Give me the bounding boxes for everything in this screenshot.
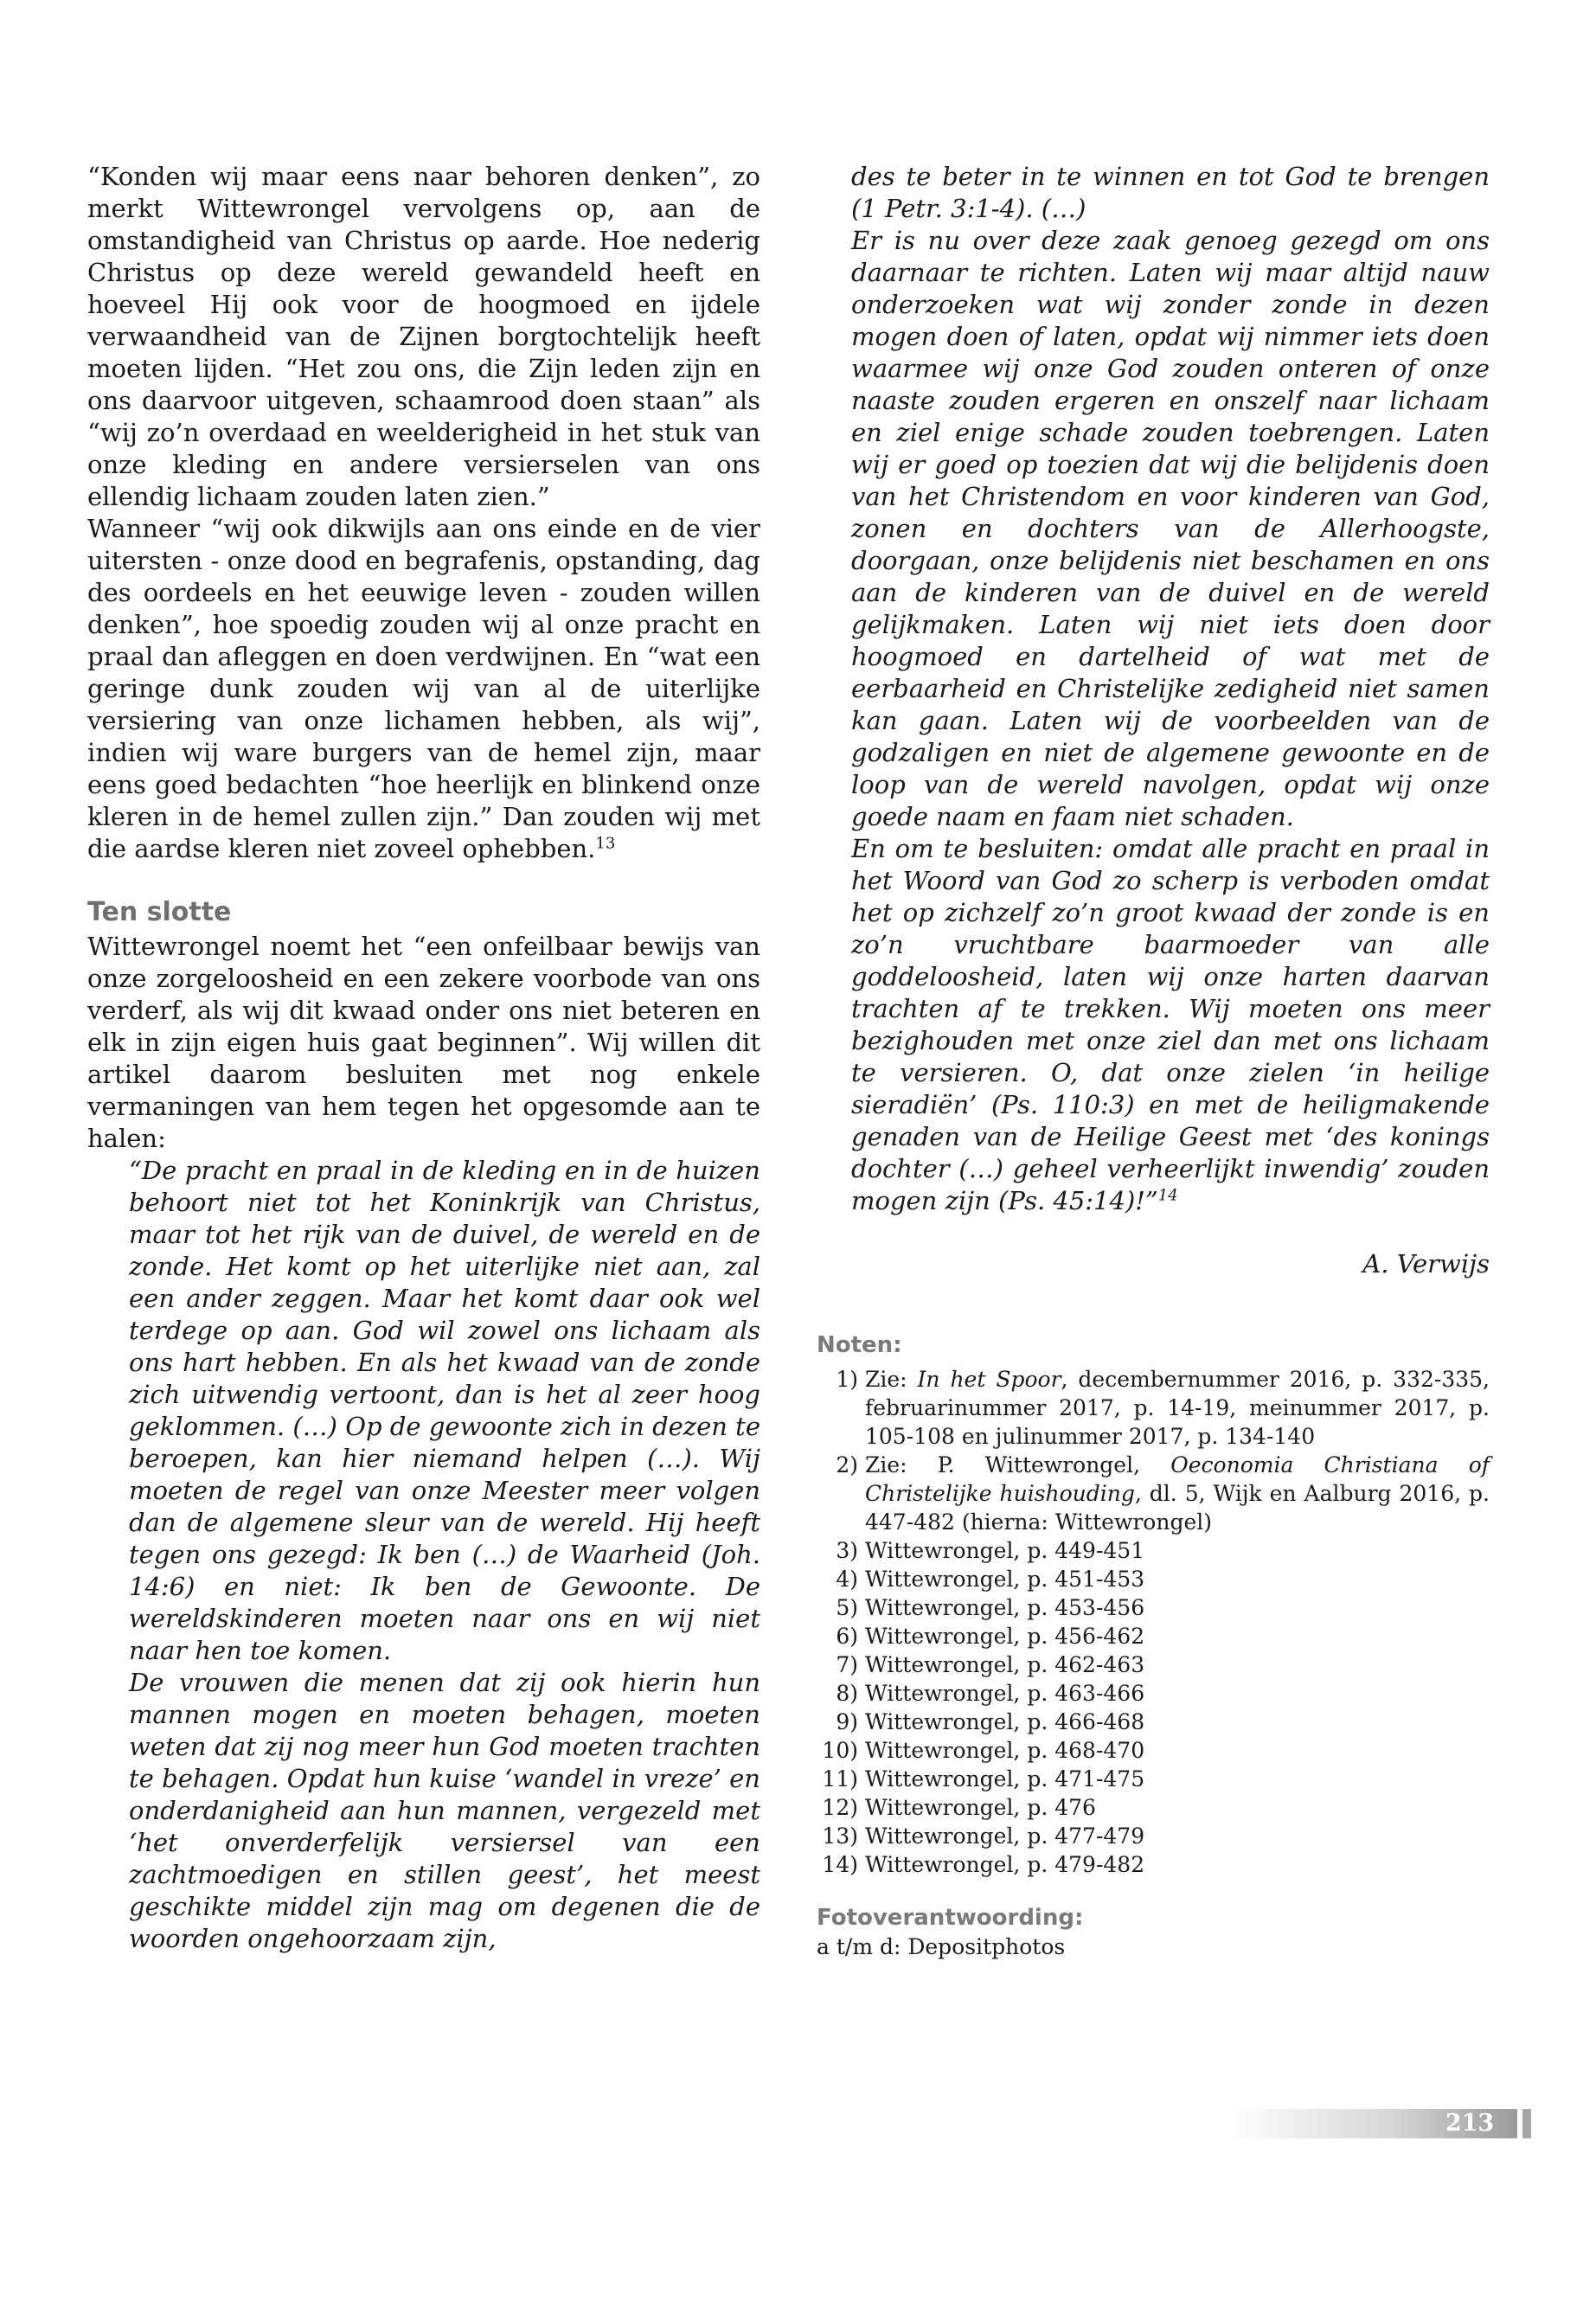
note-item <box>817 1793 1490 1822</box>
notes-heading: Noten: <box>817 1332 902 1358</box>
note-text-start: Wittewrongel, p. 462-463 <box>865 1652 1145 1677</box>
photo-credits-heading: Fotoverantwoording: <box>817 1905 1084 1931</box>
note-text-start: Wittewrongel, p. 463-466 <box>865 1681 1145 1706</box>
notes-list <box>817 1365 1490 1879</box>
note-item <box>817 1765 1490 1793</box>
note-number: 4) <box>836 1567 858 1592</box>
note-number: 13) <box>822 1823 858 1849</box>
note-text-start: Wittewrongel, p. 479-482 <box>865 1852 1145 1877</box>
note-number: 1) <box>836 1367 858 1392</box>
note-text-start: Wittewrongel, p. 449-451 <box>865 1538 1145 1563</box>
note-item <box>817 1593 1490 1622</box>
note-text-start: Wittewrongel, p. 477-479 <box>865 1823 1145 1849</box>
note-number: 6) <box>836 1624 858 1649</box>
note-item <box>817 1650 1490 1679</box>
note-text <box>865 1795 1096 1820</box>
note-text-start: Wittewrongel, p. 468-470 <box>865 1738 1145 1763</box>
paragraph-2 <box>87 513 760 865</box>
quote-paragraph-5-text: En om te besluiten: omdat alle pracht en praal in het Woord van God zo scherp is verboden omdat het op zichzelf zo’n groot kwaad der zonde is en zo’n vruchtbare baarmoeder van alle goddeloosheid, laten wij onze harten daarvan trachten af te trekken. Wij moeten ons meer bezighouden met onze ziel dan met ons lichaam te versieren. O, dat onze zielen ‘in heilige sieradiën’ (Ps. 110:3) en met de heiligmakende genaden van de Heilige Geest met ‘des konings dochter (…) geheel verheerlijkt inwendig’ zouden mogen zijn (Ps. 45:14)!” <box>851 834 1490 1215</box>
note-text <box>865 1367 1490 1449</box>
note-item <box>817 1679 1490 1708</box>
note-text-end: , decembernummer 2016, p. 332-335, februarinummer 2017, p. 14-19, meinummer 2017, p. 105-108 en julinummer 2017, p. 134-140 <box>865 1367 1490 1449</box>
note-number: 14) <box>822 1852 858 1877</box>
right-column <box>817 161 1490 1961</box>
note-text-start: Wittewrongel, p. 456-462 <box>865 1624 1145 1649</box>
note-number: 11) <box>822 1766 858 1791</box>
note-text <box>865 1738 1144 1763</box>
note-text <box>865 1624 1144 1649</box>
quote-paragraph-1: “De pracht en praal in de kleding en in de huizen behoort niet tot het Koninkrijk van Christus, maar tot het rijk van de duivel, de wereld en de zonde. Het komt op het uiterlijke niet aan, zal een ander zeggen. Maar het komt daar ook wel terdege op aan. God wil zowel ons lichaam als ons hart hebben. En als het kwaad van de zonde zich uitwendig vertoont, dan is het al zeer hoog geklommen. (…) Op de gewoonte zich in dezen te beroepen, kan hier niemand helpen (…). Wij moeten de regel van onze Meester meer volgen dan de algemene sleur van de wereld. Hij heeft tegen ons gezegd: Ik ben (…) de Waarheid (Joh. 14:6) en niet: Ik ben de Gewoonte. De wereldskinderen moeten naar ons en wij niet naar hen toe komen. <box>129 1156 760 1665</box>
note-number: 7) <box>836 1652 858 1677</box>
note-text-start: Wittewrongel, p. 453-456 <box>865 1595 1145 1620</box>
note-text <box>865 1766 1144 1791</box>
note-text-start: Wittewrongel, p. 471-475 <box>865 1766 1145 1791</box>
section-heading: Ten slotte <box>87 897 232 927</box>
quote-paragraph-4: Er is nu over deze zaak genoeg gezegd om ons daarnaar te richten. Laten wij maar altijd nauw onderzoeken wat wij zonder zonde in dezen mogen doen of laten, opdat wij nimmer iets doen waarmee wij onze God zouden onteren of onze naaste zouden ergeren en onszelf naar lichaam en ziel enige schade zouden toebrengen. Laten wij er goed op toezien dat wij die belijdenis doen van het Christendom en voor kinderen van God, zonen en dochters van de Allerhoogste, doorgaan, onze belijdenis niet beschamen en ons aan de kinderen van de duivel en de wereld gelijkmaken. Laten wij niet iets doen door hoogmoed en dartelheid of wat met de eerbaarheid en Christelijke zedigheid niet samen kan gaan. Laten wij de voorbeelden van de godzaligen en niet de algemene gewoonte en de loop van de wereld navolgen, opdat wij onze goede naam en faam niet schaden. <box>851 226 1490 831</box>
note-item <box>817 1451 1490 1536</box>
photo-credits-text: a t/m d: Depositphotos <box>817 1934 1066 1959</box>
note-item <box>817 1565 1490 1593</box>
note-number: 9) <box>836 1709 858 1734</box>
note-text <box>865 1567 1144 1592</box>
note-number: 5) <box>836 1595 858 1620</box>
note-number: 12) <box>822 1795 858 1820</box>
note-text <box>865 1595 1144 1620</box>
note-item <box>817 1536 1490 1565</box>
paragraph-1: “Konden wij maar eens naar behoren denken”, zo merkt Wittewrongel vervolgens op, aan de omstandigheid van Christus op aarde. Hoe nederig Christus op deze wereld gewandeld heeft en hoeveel Hij ook voor de hoogmoed en ijdele verwaandheid van de Zijnen borgtochtelijk heeft moeten lijden. “Het zou ons, die Zijn leden zijn en ons daarvoor uitgeven, schaamrood doen staan” als “wij zo’n overdaad en weelderigheid in het stuk van onze kleding en andere versierselen van ons ellendig lichaam zouden laten zien.” <box>87 162 760 511</box>
note-number: 10) <box>822 1738 858 1763</box>
quote-paragraph-2: De vrouwen die menen dat zij ook hierin hun mannen mogen en moeten behagen, moeten weten dat zij nog meer hun God moeten trachten te behagen. Opdat hun kuise ‘wandel in vreze’ en onderdanigheid aan hun mannen, vergezeld met ‘het onverderfelijk versiersel van een zachtmoedigen en stillen geest’, het meest geschikte middel zijn mag om degenen die de woorden ongehoorzaam zijn, <box>129 1668 760 1953</box>
note-text <box>865 1852 1144 1877</box>
note-item <box>817 1736 1490 1765</box>
paragraph-2-text: Wanneer “wij ook dikwijls aan ons einde en de vier uitersten - onze dood en begrafenis, opstanding, dag des oordeels en het eeuwige leven - zouden willen denken”, hoe spoedig zouden wij al onze pracht en praal dan afleggen en doen verdwijnen. En “wat een geringe dunk zouden wij van al de uiterlijke versiering van onze lichamen hebben, als wij”, indien wij ware burgers van de hemel zijn, maar eens goed bedachten “hoe heerlijk en blinkend onze kleren in de hemel zullen zijn.” Dan zouden wij met die aardse kleren niet zoveel ophebben. <box>87 514 760 863</box>
note-text <box>865 1652 1144 1677</box>
note-text-title: In het Spoor <box>917 1367 1061 1392</box>
note-text-start: Wittewrongel, p. 476 <box>865 1795 1096 1820</box>
note-text <box>865 1823 1144 1849</box>
left-column <box>87 161 760 1955</box>
note-item <box>817 1822 1490 1850</box>
footnote-ref-14: 14 <box>1157 1186 1178 1205</box>
note-text <box>865 1709 1144 1734</box>
quote-paragraph-3: des te beter in te winnen en tot God te brengen (1 Petr. 3:1-4). (…) <box>851 162 1490 223</box>
note-text <box>865 1681 1144 1706</box>
page-number: 213 <box>1445 2110 1495 2137</box>
note-text-start: Wittewrongel, p. 451-453 <box>865 1567 1145 1592</box>
page-number-bar-end <box>1522 2109 1531 2138</box>
note-item <box>817 1622 1490 1650</box>
author-signature: A. Verwijs <box>1362 1249 1490 1279</box>
note-number: 3) <box>836 1538 858 1563</box>
note-text-start: Zie: P. Wittewrongel, <box>865 1452 1171 1477</box>
note-number: 8) <box>836 1681 858 1706</box>
note-text-start: Wittewrongel, p. 466-468 <box>865 1709 1145 1734</box>
note-item <box>817 1850 1490 1879</box>
note-text <box>865 1452 1490 1535</box>
note-text <box>865 1538 1144 1563</box>
note-item <box>817 1365 1490 1451</box>
paragraph-3: Wittewrongel noemt het “een onfeilbaar bewijs van onze zorgeloosheid en een zekere voorbode van ons verderf, als wij dit kwaad onder ons niet beteren en elk in zijn eigen huis gaat beginnen”. Wij willen dit artikel daarom besluiten met nog enkele vermaningen van hem tegen het opgesomde aan te halen: <box>87 932 760 1153</box>
note-number: 2) <box>836 1452 858 1477</box>
quote-paragraph-5 <box>851 833 1490 1217</box>
note-item <box>817 1708 1490 1736</box>
footnote-ref-13: 13 <box>595 834 616 853</box>
note-text-end: , dl. 5, Wijk en Aalburg 2016, p. 447-482 (hierna: Wittewrongel) <box>865 1481 1490 1535</box>
note-text-title: Oeconomia Christiana of Christelijke huishouding <box>865 1452 1490 1506</box>
note-text-start: Zie: <box>865 1367 918 1392</box>
